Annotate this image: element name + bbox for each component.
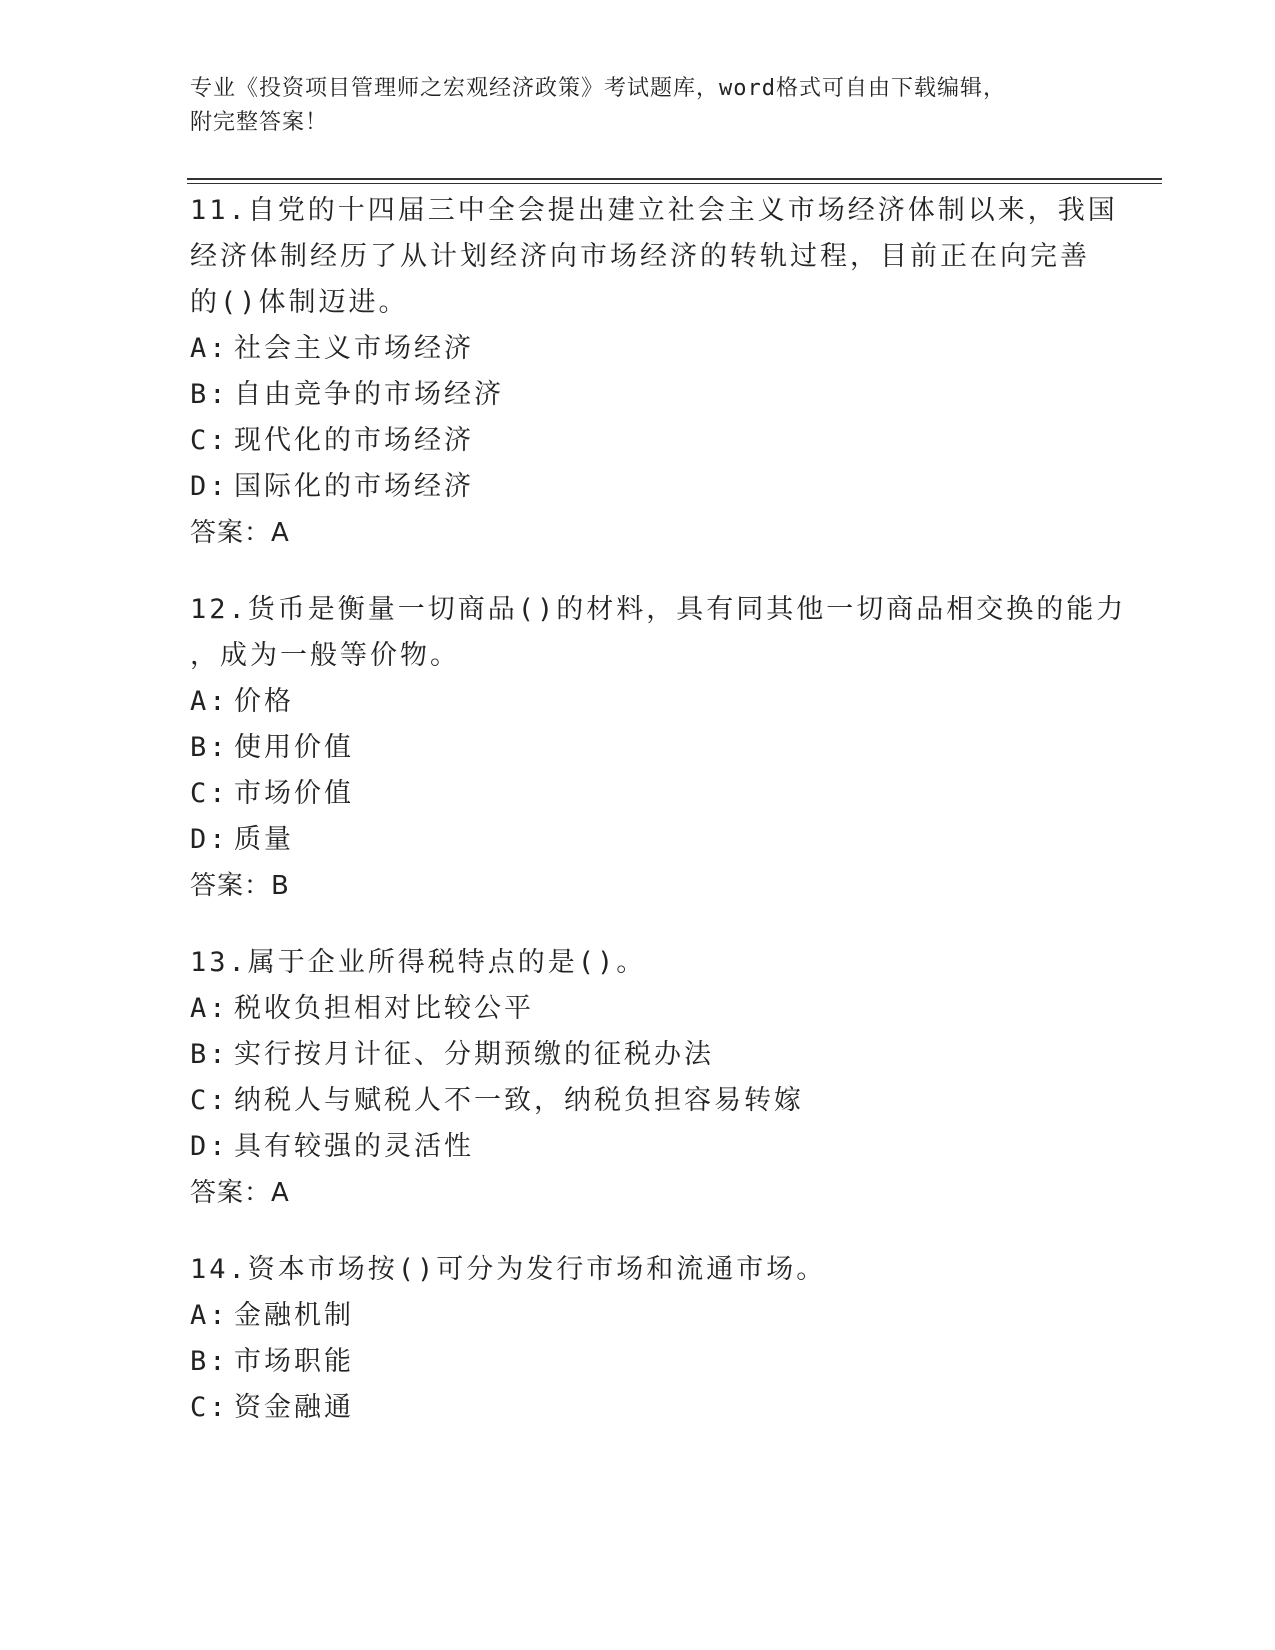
option-row xyxy=(190,464,1090,510)
option-letter: D: xyxy=(190,471,229,502)
option-row xyxy=(190,725,1090,771)
option-letter: C: xyxy=(190,778,229,809)
option-text: 实行按月计征、分期预缴的征税办法 xyxy=(234,1039,714,1070)
option-text: 金融机制 xyxy=(234,1300,354,1331)
option-text: 质量 xyxy=(234,824,294,855)
question-item xyxy=(190,188,1118,556)
option-row xyxy=(190,1032,1090,1078)
question-stem-line: 11.自党的十四届三中全会提出建立社会主义市场经济体制以来，我国 xyxy=(190,195,1118,226)
option-text: 自由竞争的市场经济 xyxy=(234,379,504,410)
option-row xyxy=(190,1293,1090,1339)
answer-line: 答案：A xyxy=(190,1178,290,1208)
option-letter: A: xyxy=(190,1300,229,1331)
option-row xyxy=(190,1339,1090,1385)
question-item xyxy=(190,940,1090,1216)
option-letter: D: xyxy=(190,824,229,855)
header-divider-thin xyxy=(187,183,1162,184)
option-text: 纳税人与赋税人不一致，纳税负担容易转嫁 xyxy=(234,1085,804,1116)
option-row xyxy=(190,372,1090,418)
document-header xyxy=(190,72,1070,140)
question-stem-line: 13.属于企业所得税特点的是()。 xyxy=(190,947,647,978)
option-letter: A: xyxy=(190,686,229,717)
option-letter: C: xyxy=(190,425,229,456)
option-letter: A: xyxy=(190,993,229,1024)
option-row xyxy=(190,679,1090,725)
question-list xyxy=(190,188,1127,1462)
option-text: 资金融通 xyxy=(234,1392,354,1423)
option-text: 税收负担相对比较公平 xyxy=(234,993,534,1024)
option-letter: B: xyxy=(190,1346,229,1377)
option-row xyxy=(190,771,1090,817)
header-line-2: 附完整答案！ xyxy=(190,110,329,135)
option-letter: D: xyxy=(190,1131,229,1162)
option-text: 国际化的市场经济 xyxy=(234,471,474,502)
header-divider-thick xyxy=(187,178,1162,180)
header-line-1: 专业《投资项目管理师之宏观经济政策》考试题库，word格式可自由下载编辑， xyxy=(190,76,1006,101)
question-stem-line: 的()体制迈进。 xyxy=(190,287,409,318)
option-letter: B: xyxy=(190,379,229,410)
option-letter: A: xyxy=(190,333,229,364)
option-text: 使用价值 xyxy=(234,732,354,763)
option-row xyxy=(190,817,1090,863)
answer-line: 答案：B xyxy=(190,871,290,901)
option-text: 具有较强的灵活性 xyxy=(234,1131,474,1162)
option-letter: C: xyxy=(190,1392,229,1423)
option-row xyxy=(190,418,1090,464)
option-text: 市场职能 xyxy=(234,1346,354,1377)
option-text: 市场价值 xyxy=(234,778,354,809)
option-row xyxy=(190,986,1090,1032)
option-letter: C: xyxy=(190,1085,229,1116)
option-row xyxy=(190,326,1090,372)
question-stem-line: 14.资本市场按()可分为发行市场和流通市场。 xyxy=(190,1254,827,1285)
option-row xyxy=(190,1124,1090,1170)
option-text: 社会主义市场经济 xyxy=(234,333,474,364)
question-item xyxy=(190,587,1127,909)
question-stem-line: 经济体制经历了从计划经济向市场经济的转轨过程，目前正在向完善 xyxy=(190,241,1090,272)
option-row xyxy=(190,1385,1090,1431)
option-letter: B: xyxy=(190,732,229,763)
option-text: 价格 xyxy=(234,686,294,717)
answer-line: 答案：A xyxy=(190,518,290,548)
option-letter: B: xyxy=(190,1039,229,1070)
question-item xyxy=(190,1247,1090,1431)
option-text: 现代化的市场经济 xyxy=(234,425,474,456)
question-stem-line: 12.货币是衡量一切商品()的材料，具有同其他一切商品相交换的能力 xyxy=(190,594,1127,625)
question-stem-line: ，成为一般等价物。 xyxy=(190,640,460,671)
option-row xyxy=(190,1078,1090,1124)
